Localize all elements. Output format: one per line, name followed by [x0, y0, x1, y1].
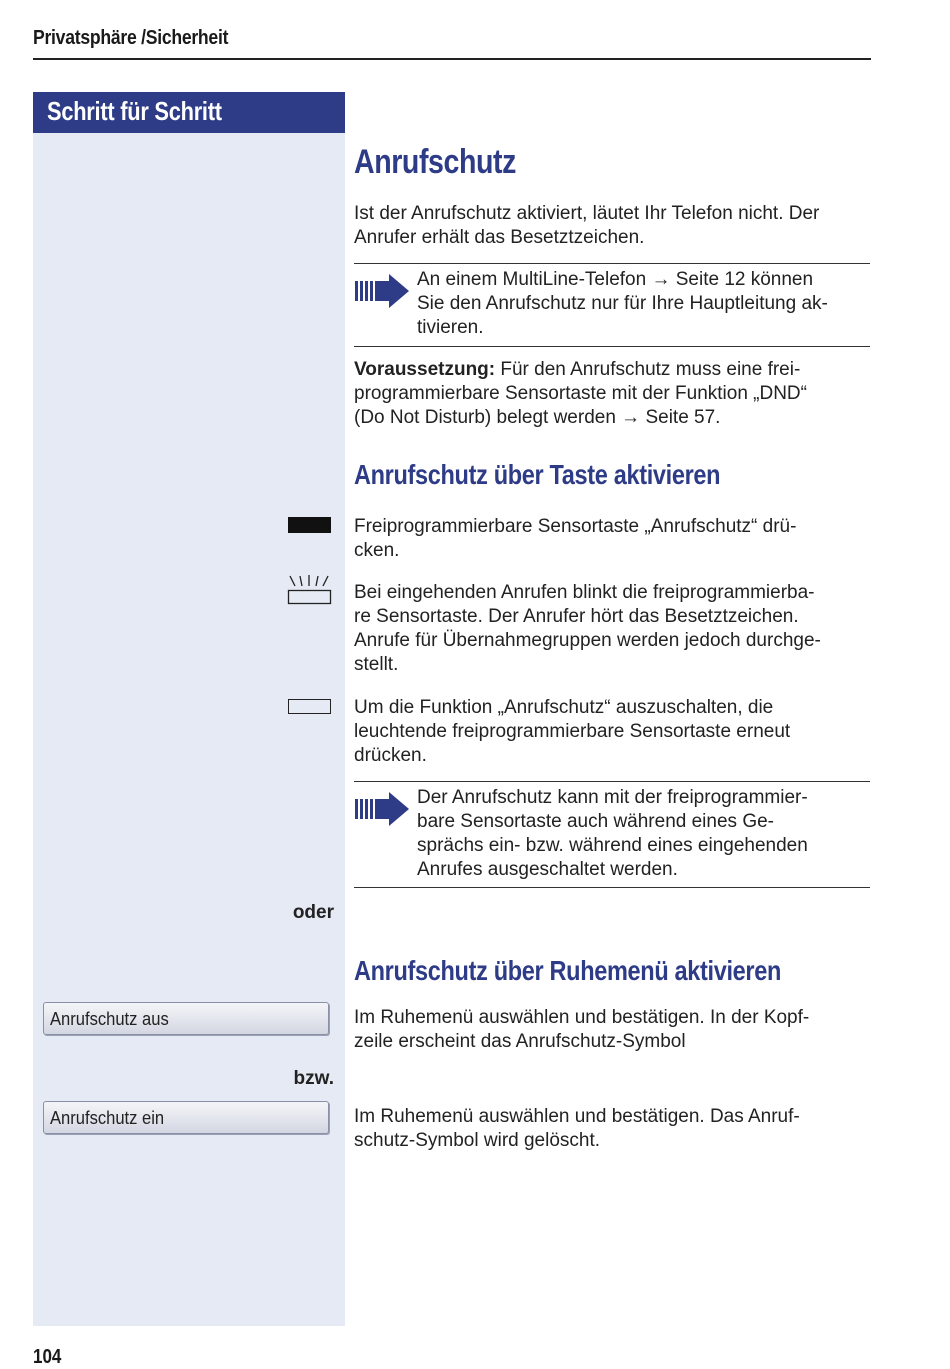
menu-button-label: Anrufschutz aus [50, 1009, 169, 1029]
step2-line: stellt. [354, 654, 399, 675]
prerequisite-line-2: programmierbare Sensortaste mit der Funktion „DND“ [354, 383, 807, 404]
step2-text [354, 581, 874, 677]
intro-line-2: Anrufer erhält das Besetztzeichen. [354, 227, 645, 248]
note2-line: Anrufes ausgeschaltet werden. [417, 859, 678, 880]
step3-line: leuchtende freiprogrammierbare Sensortaste erneut [354, 721, 791, 742]
step1-line: Freiprogrammierbare Sensortaste „Anrufschutz“ drü- [354, 516, 797, 537]
note2-text [417, 786, 877, 882]
note1-bottom-rule [354, 346, 870, 347]
section2-title: Anrufschutz über Ruhemenü aktivieren [354, 955, 782, 986]
note1-line: tivieren. [417, 317, 484, 338]
note1-line: An einem MultiLine-Telefon → Seite 12 können [417, 269, 814, 290]
key-pressed-icon [288, 517, 331, 533]
note2-top-rule [354, 781, 870, 782]
note2-line: sprächs ein- bzw. während eines eingehenden [417, 835, 808, 856]
page-title: Anrufschutz [354, 143, 516, 181]
intro-line-1: Ist der Anrufschutz aktiviert, läutet Ihr Telefon nicht. Der [354, 203, 820, 224]
prerequisite-line-1: Für den Anrufschutz muss eine frei- [495, 359, 801, 380]
header-rule [33, 58, 871, 60]
oder-label: oder [292, 902, 334, 923]
note2-bottom-rule [354, 887, 870, 888]
sidebar-title: Schritt für Schritt [47, 96, 222, 126]
intro-text [354, 202, 874, 250]
prerequisite-line-3: (Do Not Disturb) belegt werden → Seite 57. [354, 407, 721, 428]
key-blinking-icon [286, 574, 333, 606]
menu-step2-line: schutz-Symbol wird gelöscht. [354, 1130, 601, 1151]
key-lit-icon [288, 699, 331, 714]
prerequisite-text [354, 358, 874, 430]
note-arrow-icon [355, 273, 410, 309]
bzw-label: bzw. [293, 1068, 334, 1089]
page-number: 104 [33, 1346, 62, 1368]
menu-step1-line: zeile erscheint das Anrufschutz-Symbol [354, 1031, 686, 1052]
note1-top-rule [354, 263, 870, 264]
note-arrow-icon [355, 791, 410, 827]
note2-line: Der Anrufschutz kann mit der freiprogrammier- [417, 787, 808, 808]
step2-line: Bei eingehenden Anrufen blinkt die freiprogrammierba- [354, 582, 815, 603]
prerequisite-label: Voraussetzung: [354, 359, 496, 380]
note1-text [417, 268, 877, 340]
note2-line: bare Sensortaste auch während eines Ge- [417, 811, 774, 832]
step2-line: Anrufe für Übernahmegruppen werden jedoch durchge- [354, 630, 821, 651]
note1-line: Sie den Anrufschutz nur für Ihre Hauptleitung ak- [417, 293, 828, 314]
menu-step2-text [354, 1105, 874, 1153]
step2-line: re Sensortaste. Der Anrufer hört das Besetztzeichen. [354, 606, 799, 627]
header-title: Privatsphäre /Sicherheit [33, 27, 229, 49]
menu-button-label: Anrufschutz ein [50, 1108, 165, 1128]
menu-button-anrufschutz-aus[interactable] [43, 1002, 329, 1035]
step3-line: Um die Funktion „Anrufschutz“ auszuschalten, die [354, 697, 774, 718]
step3-text [354, 696, 874, 768]
step1-line: cken. [354, 540, 400, 561]
menu-step1-text [354, 1006, 874, 1054]
section1-title: Anrufschutz über Taste aktivieren [354, 459, 721, 490]
step3-line: drücken. [354, 745, 427, 766]
menu-step1-line: Im Ruhemenü auswählen und bestätigen. In der Kopf- [354, 1007, 810, 1028]
step1-text [354, 515, 874, 563]
menu-step2-line: Im Ruhemenü auswählen und bestätigen. Das Anruf- [354, 1106, 800, 1127]
menu-button-anrufschutz-ein[interactable] [43, 1101, 329, 1134]
